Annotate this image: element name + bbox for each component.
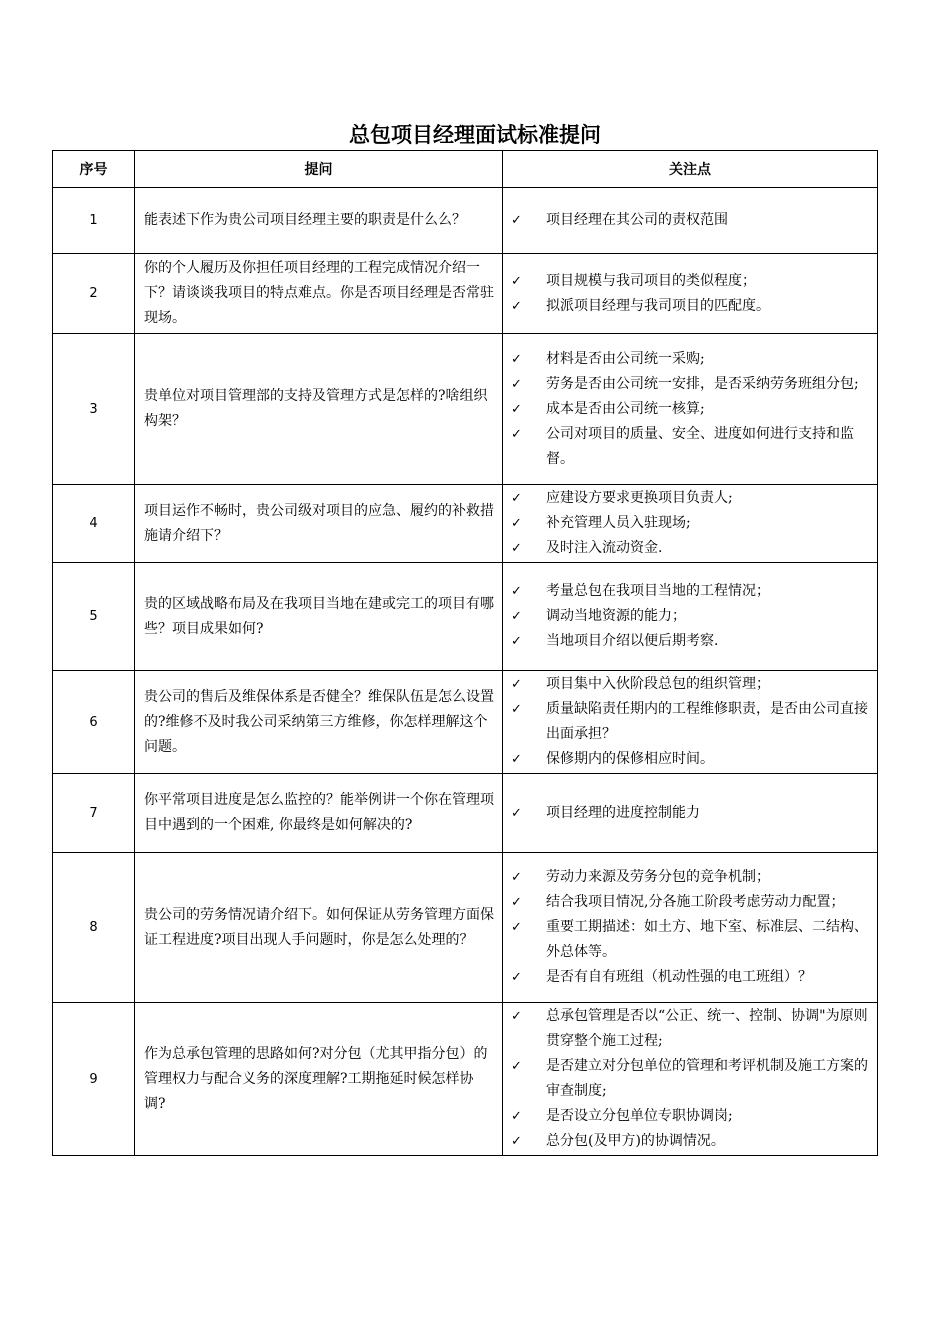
list-item [511,1054,871,1104]
focus-list [511,1004,871,1154]
table-body [53,188,878,1156]
focus-text: 总承包管理是否以“公正、统一、控制、协调"为原则贯穿整个施工过程; [546,1008,868,1049]
focus-list [511,865,871,990]
focus-list [511,208,871,233]
focus-list [511,672,871,772]
question-cell: 贵公司的售后及维保体系是否健全？维保队伍是怎么设置的?维修不及时我公司采纳第三方维修，你怎样理解这个问题。 [135,671,503,774]
list-item [511,801,871,826]
focus-text: 补充管理人员入驻现场; [546,515,691,531]
question-cell: 贵的区域战略布局及在我项目当地在建或完工的项目有哪些？项目成果如何? [135,563,503,671]
list-item [511,269,871,294]
question-cell: 你平常项目进度是怎么监控的？能举例讲一个你在管理项目中遇到的一个困难, 你最终是如何解决的? [135,774,503,853]
list-item [511,397,871,422]
list-item [511,486,871,511]
focus-text: 重要工期描述：如土方、地下室、标准层、二结构、外总体等。 [546,919,868,960]
checkmark-icon: ✓ [511,970,522,985]
checkmark-icon: ✓ [511,376,522,392]
list-item [511,965,871,990]
table-row [53,485,878,563]
row-number: 7 [53,774,135,853]
focus-text: 成本是否由公司统一核算; [546,400,705,417]
checkmark-icon: ✓ [511,1059,522,1074]
table-row [53,1003,878,1156]
list-item [511,1129,871,1154]
question-cell: 项目运作不畅时，贵公司级对项目的应急、履约的补救措施请介绍下？ [135,485,503,563]
focus-cell [503,671,878,774]
table-header-row [53,151,878,188]
table-row [53,188,878,254]
focus-list [511,269,871,319]
checkmark-icon: ✓ [511,920,522,935]
list-item [511,511,871,536]
checkmark-icon: ✓ [511,541,522,556]
focus-text: 劳动力来源及劳务分包的竞争机制； [546,869,770,885]
list-item [511,208,871,233]
list-item [511,579,871,604]
focus-text: 项目规模与我司项目的类似程度； [546,272,756,289]
row-number: 9 [53,1003,135,1156]
row-number: 2 [53,254,135,334]
list-item [511,347,871,372]
focus-text: 公司对项目的质量、安全、进度如何进行支持和监督。 [546,425,854,467]
checkmark-icon: ✓ [511,491,522,506]
focus-cell [503,853,878,1003]
checkmark-icon: ✓ [511,1009,522,1024]
question-cell: 能表述下作为贵公司项目经理主要的职责是什么么？ [135,188,503,254]
focus-text: 是否建立对分包单位的管理和考评机制及施工方案的审查制度; [546,1058,868,1099]
focus-text: 当地项目介绍以便后期考察. [546,633,719,649]
checkmark-icon: ✓ [511,609,522,624]
row-number: 5 [53,563,135,671]
focus-text: 及时注入流动资金. [546,540,663,556]
list-item [511,697,871,747]
question-cell: 贵公司的劳务情况请介绍下。如何保证从劳务管理方面保证工程进度?项目出现人手问题时，你是怎么处理的？ [135,853,503,1003]
question-cell: 你的个人履历及你担任项目经理的工程完成情况介绍一下？请谈谈我项目的特点难点。你是否项目经理是否常驻现场。 [135,254,503,334]
focus-text: 总分包(及甲方)的协调情况。 [546,1133,725,1149]
question-cell: 贵单位对项目管理部的支持及管理方式是怎样的?啥组织构架？ [135,334,503,485]
row-number: 6 [53,671,135,774]
checkmark-icon: ✓ [511,1134,522,1149]
focus-text: 拟派项目经理与我司项目的匹配度。 [546,297,770,314]
focus-text: 调动当地资源的能力； [546,608,686,624]
focus-cell [503,188,878,254]
list-item [511,604,871,629]
table-row [53,334,878,485]
checkmark-icon: ✓ [511,351,522,367]
row-number: 3 [53,334,135,485]
focus-text: 材料是否由公司统一采购; [546,350,705,367]
header-question: 提问 [135,151,503,188]
table-row [53,563,878,671]
checkmark-icon: ✓ [511,426,522,442]
list-item [511,1104,871,1129]
list-item [511,422,871,472]
row-number: 8 [53,853,135,1003]
checkmark-icon: ✓ [511,677,522,692]
table-row [53,853,878,1003]
list-item [511,536,871,561]
checkmark-icon: ✓ [511,401,522,417]
list-item [511,294,871,319]
list-item [511,865,871,890]
focus-cell [503,774,878,853]
focus-text: 结合我项目情况,分各施工阶段考虑劳动力配置； [546,894,845,910]
focus-list [511,347,871,472]
focus-text: 项目经理在其公司的责权范围 [546,212,728,228]
focus-cell [503,334,878,485]
checkmark-icon: ✓ [511,516,522,531]
focus-list [511,579,871,654]
focus-cell [503,254,878,334]
checkmark-icon: ✓ [511,273,522,289]
list-item [511,1004,871,1054]
checkmark-icon: ✓ [511,752,522,767]
checkmark-icon: ✓ [511,213,522,228]
question-cell: 作为总承包管理的思路如何?对分包（尤其甲指分包）的管理权力与配合义务的深度理解?工期拖延时候怎样协调? [135,1003,503,1156]
checkmark-icon: ✓ [511,702,522,717]
page-title: 总包项目经理面试标准提问 [349,123,601,147]
list-item [511,372,871,397]
focus-list [511,801,871,826]
checkmark-icon: ✓ [511,805,522,821]
focus-text: 是否设立分包单位专职协调岗; [546,1108,733,1124]
focus-text: 应建设方要求更换项目负责人; [546,490,733,506]
focus-text: 保修期内的保修相应时间。 [546,751,714,767]
header-no: 序号 [53,151,135,188]
focus-text: 是否有自有班组（机动性强的电工班组）？ [546,969,812,985]
focus-cell [503,1003,878,1156]
row-number: 4 [53,485,135,563]
table-row [53,774,878,853]
list-item [511,672,871,697]
focus-text: 劳务是否由公司统一安排，是否采纳劳务班组分包; [546,375,859,392]
list-item [511,915,871,965]
focus-text: 项目经理的进度控制能力 [546,804,700,821]
checkmark-icon: ✓ [511,584,522,599]
focus-cell [503,485,878,563]
list-item [511,629,871,654]
checkmark-icon: ✓ [511,870,522,885]
focus-list [511,486,871,561]
list-item [511,747,871,772]
focus-cell [503,563,878,671]
interview-questions-table [52,150,878,1156]
list-item [511,890,871,915]
row-number: 1 [53,188,135,254]
checkmark-icon: ✓ [511,634,522,649]
table-row [53,671,878,774]
header-focus: 关注点 [503,151,878,188]
checkmark-icon: ✓ [511,895,522,910]
checkmark-icon: ✓ [511,1109,522,1124]
focus-text: 质量缺陷责任期内的工程维修职责，是否由公司直接出面承担？ [546,701,868,742]
focus-text: 考量总包在我项目当地的工程情况； [546,583,770,599]
focus-text: 项目集中入伙阶段总包的组织管理； [546,676,770,692]
table-row [53,254,878,334]
checkmark-icon: ✓ [511,298,522,314]
